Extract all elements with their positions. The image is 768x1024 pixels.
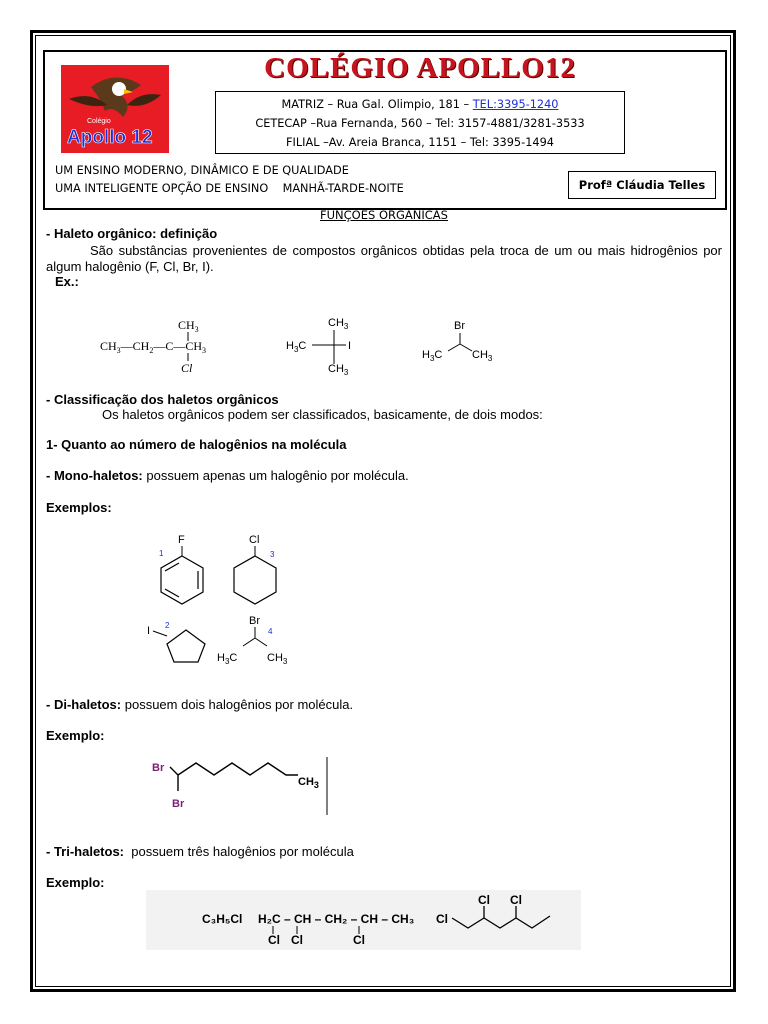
s1-chain-label: $CH_3—CH_2—C—CH_3$ xyxy=(100,339,207,355)
tri-formula: C₃H₅Cl xyxy=(202,912,243,926)
mono-f: F xyxy=(178,534,185,546)
tri-haleto-structure xyxy=(146,890,581,950)
mono-number-3: 3 xyxy=(270,550,275,559)
tri-cl-3: Cl xyxy=(353,933,365,947)
tri-line xyxy=(46,844,354,859)
motto-line-2: UMA INTELIGENTE OPÇÃO DE ENSINO MANHÃ-TARDE-NOITE xyxy=(55,182,404,195)
page-title: FUNÇÕES ORGÂNICAS xyxy=(320,208,448,222)
mono-line xyxy=(46,468,409,483)
section2-text: Os haletos orgânicos podem ser classificados, basicamente, de dois modos: xyxy=(102,407,543,422)
di-line xyxy=(46,697,353,712)
s2-h3c: $H_3C$ xyxy=(286,340,307,354)
mono-haletos-examples xyxy=(145,528,315,673)
address-line-2: CETECAP –Rua Fernanda, 560 – Tel: 3157-4881/3281-3533 xyxy=(255,117,585,130)
school-name: COLÉGIO APOLLO12 xyxy=(264,52,576,84)
example-label-di: Exemplo: xyxy=(46,728,105,743)
mono-cl: Cl xyxy=(249,534,260,546)
phone-link[interactable]: TEL:3395-1240 xyxy=(472,98,559,111)
di-label: - Di-haletos: xyxy=(46,697,122,712)
s2-ch3-bottom: $CH_3$ xyxy=(328,363,349,377)
di-text: possuem dois halogênios por molécula. xyxy=(121,697,354,712)
tri-text: possuem três halogênios por molécula xyxy=(124,844,354,859)
school-logo xyxy=(61,65,169,153)
tri-label: - Tri-haletos: xyxy=(46,844,125,859)
address-line-1 xyxy=(216,95,624,114)
structure-chloro-methylbutane xyxy=(100,315,240,375)
tri-cl-2: Cl xyxy=(291,933,303,947)
motto-line-1: UM ENSINO MODERNO, DINÂMICO E DE QUALIDADE xyxy=(55,164,349,177)
section1-heading: - Haleto orgânico: definição xyxy=(46,226,218,241)
mono-number-1: 1 xyxy=(159,549,164,558)
structure-tert-butyl-iodide xyxy=(286,312,366,378)
examples-label: Exemplos: xyxy=(46,500,112,515)
teacher-badge: Profª Cláudia Telles xyxy=(568,171,716,199)
di-haleto-structure xyxy=(150,757,335,817)
example-label-tri: Exemplo: xyxy=(46,875,105,890)
mono-number-2: 2 xyxy=(165,621,170,630)
address-box xyxy=(215,91,625,154)
tri-skel-cl-3: Cl xyxy=(510,893,522,907)
example-label: Ex.: xyxy=(55,274,79,289)
mono-h3c: $H_3C$ xyxy=(217,652,238,666)
s3-br: Br xyxy=(454,320,465,332)
mono-label: - Mono-haletos: xyxy=(46,468,143,483)
s3-h3c: $H_3C$ xyxy=(422,349,443,363)
s2-i: I xyxy=(348,340,352,352)
mono-number-4: 4 xyxy=(268,627,273,636)
tri-skel-cl-2: Cl xyxy=(478,893,490,907)
s2-ch3-top: $CH_3$ xyxy=(328,317,349,331)
address-line-1-text: MATRIZ – Rua Gal. Olimpio, 181 – xyxy=(281,98,473,111)
mono-ch3: $CH_3$ xyxy=(267,652,288,666)
section2-heading: - Classificação dos haletos orgânicos xyxy=(46,392,279,407)
s1-cl-label: Cl xyxy=(181,361,193,375)
address-line-3: FILIAL –Av. Areia Branca, 1151 – Tel: 3395-1494 xyxy=(286,136,554,149)
mono-i: I xyxy=(147,625,151,637)
logo-text-small: Colégio xyxy=(87,118,111,125)
s3-ch3: $CH_3$ xyxy=(472,349,493,363)
tri-chain: H₂C – CH – CH₂ – CH – CH₃ xyxy=(258,912,415,926)
s1-ch3-label: $CH_3$ xyxy=(178,318,199,334)
di-br-2: Br xyxy=(172,798,185,810)
di-ch3: $CH_3$ xyxy=(298,776,319,790)
mono-text: possuem apenas um halogênio por molécula. xyxy=(142,468,409,483)
mono-br: Br xyxy=(249,615,260,627)
section1-text: São substâncias provenientes de compostos orgânicos obtidas pela troca de um ou mais hidrogênios por algum halogênio (F, Cl, Br, I). xyxy=(46,243,722,274)
logo-text: Apollo 12 xyxy=(67,127,153,148)
tri-cl-1: Cl xyxy=(268,933,280,947)
di-br-1: Br xyxy=(152,762,165,774)
structure-2-bromopropane xyxy=(422,318,502,366)
tri-skel-cl-1: Cl xyxy=(436,912,448,926)
section3-heading: 1- Quanto ao número de halogênios na molécula xyxy=(46,437,347,452)
